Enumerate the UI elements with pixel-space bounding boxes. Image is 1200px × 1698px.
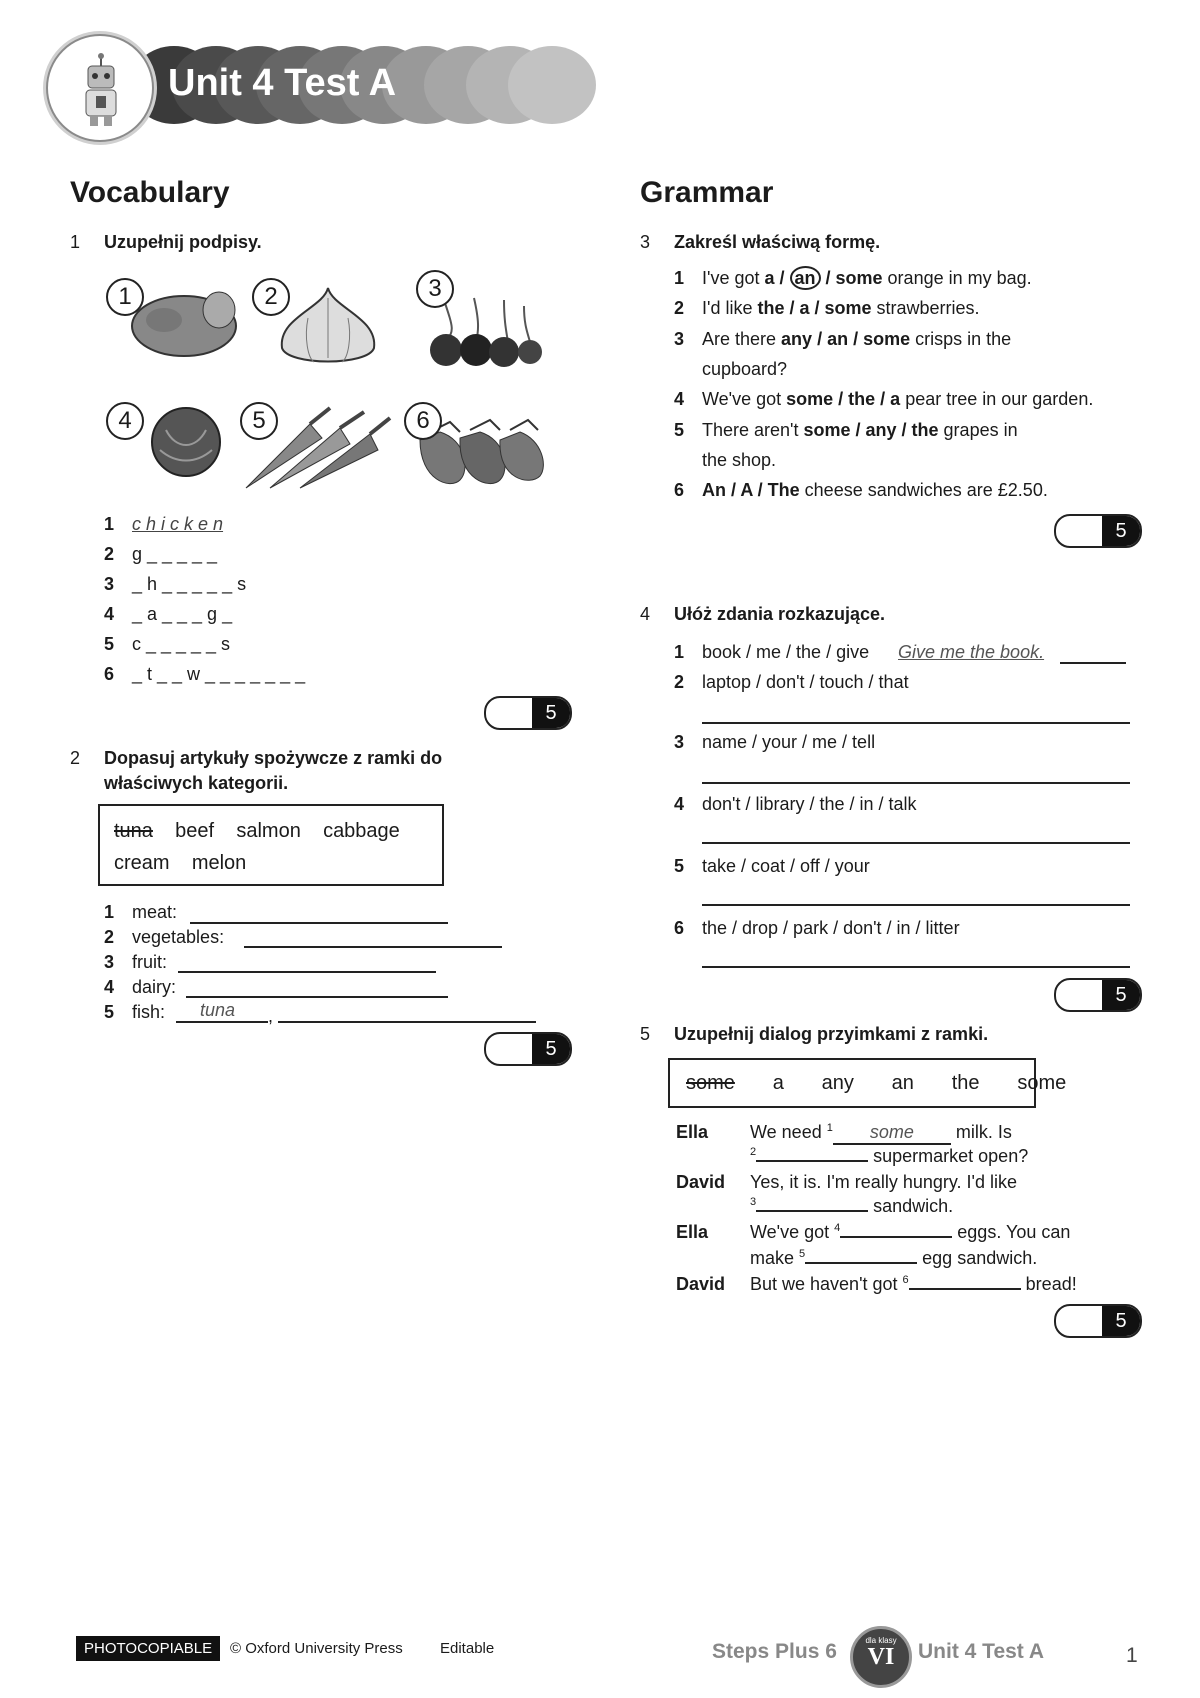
q3-item[interactable]: 4 We've got some / the / a pear tree in our garden. [674, 389, 1094, 409]
picture-number: 5 [240, 402, 278, 440]
answer-line[interactable] [702, 904, 1130, 906]
footer-unit: Unit 4 Test A [918, 1640, 1045, 1663]
answer-line[interactable] [190, 922, 448, 924]
answer-line[interactable] [186, 996, 448, 998]
dialog-line: $^2$ supermarket open? [750, 1146, 1029, 1166]
picture-number: 1 [106, 278, 144, 316]
copyright: © Oxford University Press [230, 1640, 403, 1657]
speaker: David [676, 1274, 726, 1294]
dialog-line: $^3$ sandwich. [750, 1196, 954, 1216]
q4-item: 5 take / coat / off / your [674, 856, 870, 876]
q1-item[interactable]: 5 c _ _ _ _ _ s [104, 634, 231, 654]
q1-item[interactable]: 3 _ h _ _ _ _ _ s [104, 574, 247, 594]
q3-item[interactable]: 5 There aren't some / any / the grapes in [674, 420, 1018, 440]
q4-item: 3 name / your / me / tell [674, 732, 876, 752]
q3-item[interactable]: 2 I'd like the / a / some strawberries. [674, 298, 980, 318]
dialog-line: We need $^1$ some milk. Is [750, 1122, 1012, 1145]
answer-line[interactable] [702, 966, 1130, 968]
q2-item: 2 vegetables: [104, 927, 225, 947]
cabbage-picture [136, 400, 236, 485]
score-box: 5 [484, 696, 572, 730]
dialog-line: Yes, it is. I'm really hungry. I'd like [750, 1172, 1017, 1192]
q3-item[interactable]: 1 I've got a / an / some orange in my bag. [674, 268, 1032, 288]
q3-item[interactable]: cupboard? [702, 359, 788, 379]
picture-number: 4 [106, 402, 144, 440]
series-name: Steps Plus 6 [712, 1640, 837, 1663]
circled-answer: an [790, 266, 821, 290]
q2-item: 5 fish: [104, 1002, 166, 1022]
q2-item: 1 meat: [104, 902, 178, 922]
speaker: Ella [676, 1222, 709, 1242]
photocopiable-tag: PHOTOCOPIABLE [76, 1636, 220, 1661]
score-box: 5 [484, 1032, 572, 1066]
picture-number: 2 [252, 278, 290, 316]
answer-line[interactable] [244, 946, 502, 948]
q5-instruction: 5 Uzupełnij dialog przyimkami z ramki. [640, 1024, 989, 1044]
example-answer: Give me the book. [898, 642, 1045, 662]
class-badge-icon: dla klasy VI [850, 1626, 912, 1688]
answer-line[interactable] [702, 782, 1130, 784]
q1-item[interactable]: 2 g _ _ _ _ _ [104, 544, 218, 564]
q1-item: 1 c h i c k e n [104, 514, 224, 534]
page-title: Unit 4 Test A [168, 62, 397, 104]
q3-item[interactable]: 3 Are there any / an / some crisps in the [674, 329, 1012, 349]
picture-number: 6 [404, 402, 442, 440]
comma: , [268, 1006, 274, 1026]
q1-item[interactable]: 4 _ a _ _ _ g _ [104, 604, 233, 624]
q2-instruction: 2 Dopasuj artykuły spożywcze z ramki do właściwych kategorii. [70, 748, 443, 793]
editable-label: Editable [440, 1640, 495, 1657]
word-box: some a any an the some [668, 1058, 1036, 1108]
q3-instruction: 3 Zakreśl właściwą formę. [640, 232, 881, 252]
speaker: David [676, 1172, 726, 1192]
q2-item: 3 fruit: [104, 952, 168, 972]
q2-item: 4 dairy: [104, 977, 177, 997]
speaker: Ella [676, 1122, 709, 1142]
q3-item[interactable]: the shop. [702, 450, 777, 470]
answer-line[interactable] [702, 722, 1130, 724]
q1-instruction: 1 Uzupełnij podpisy. [70, 232, 262, 252]
picture-number: 3 [416, 270, 454, 308]
q3-item[interactable]: 6 An / A / The cheese sandwiches are £2.50. [674, 480, 1048, 500]
q4-item: 2 laptop / don't / touch / that [674, 672, 909, 692]
q1-item[interactable]: 6 _ t _ _ w _ _ _ _ _ _ _ [104, 664, 306, 684]
example-answer: tuna [200, 1000, 236, 1020]
robot-mascot-icon [46, 34, 154, 142]
page-number: 1 [1126, 1644, 1138, 1667]
dialog-line: make $^5$ egg sandwich. [750, 1248, 1038, 1268]
answer-line[interactable] [278, 1021, 536, 1023]
vocabulary-heading: Vocabulary [70, 176, 230, 209]
q4-item: 4 don't / library / the / in / talk [674, 794, 917, 814]
dialog-line: We've got $^4$ eggs. You can [750, 1222, 1071, 1242]
q4-item: 6 the / drop / park / don't / in / litter [674, 918, 960, 938]
q4-item: 1 book / me / the / give [674, 642, 870, 662]
answer-line[interactable] [176, 1021, 268, 1023]
answer-line[interactable] [702, 842, 1130, 844]
answer-line[interactable] [178, 971, 436, 973]
dialog-line: But we haven't got $^6$ bread! [750, 1274, 1077, 1294]
answer-line [1060, 662, 1126, 664]
score-box: 5 [1054, 978, 1142, 1012]
score-box: 5 [1054, 514, 1142, 548]
word-box: tuna beef salmon cabbage cream melon [98, 804, 444, 886]
grammar-heading: Grammar [640, 176, 774, 209]
q4-instruction: 4 Ułóż zdania rozkazujące. [640, 604, 886, 624]
score-box: 5 [1054, 1304, 1142, 1338]
